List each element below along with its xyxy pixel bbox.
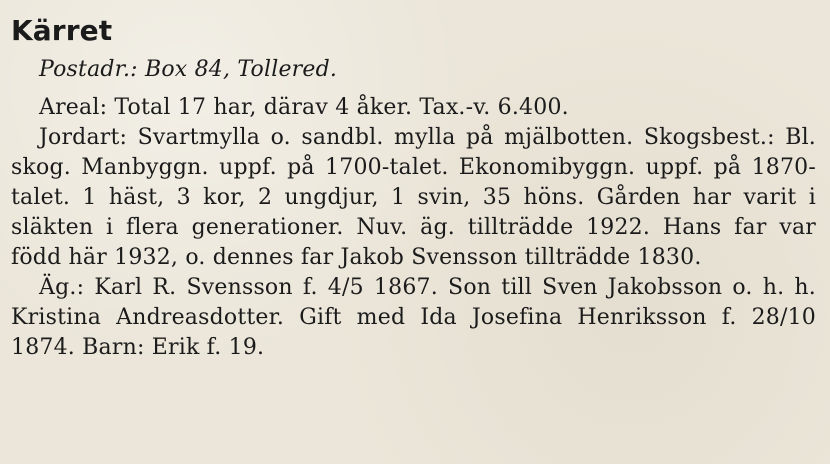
postal-address: Postadr.: Box 84, Tollered.: [39, 57, 338, 82]
soil-and-farm-paragraph: Jordart: Svartmylla o. sandbl. mylla på mjälbotten. Skogsbest.: Bl. skog. Manbyggn. uppf. på 1700-talet. Ekonomibyggn. uppf. på 1870-talet. 1 häst, 3 kor, 2 ungdjur, 1 svin, 35 höns. Gården har varit i släkten i flera generationer. Nuv. äg. tillträdde 1922. Hans far var född här 1932, o. dennes far Jakob Svensson tillträdde 1830.: [11, 125, 816, 270]
owner-paragraph: Äg.: Karl R. Svensson f. 4/5 1867. Son till Sven Jakobsson o. h. h. Kristina Andreasdotter. Gift med Ida Josefina Henriksson f. 28/10 1874. Barn: Erik f. 19.: [11, 275, 816, 360]
entry-title: Kärret: [11, 14, 113, 47]
entry-body: [11, 93, 816, 363]
area-paragraph: Areal: Total 17 har, därav 4 åker. Tax.-v. 6.400.: [39, 95, 569, 120]
